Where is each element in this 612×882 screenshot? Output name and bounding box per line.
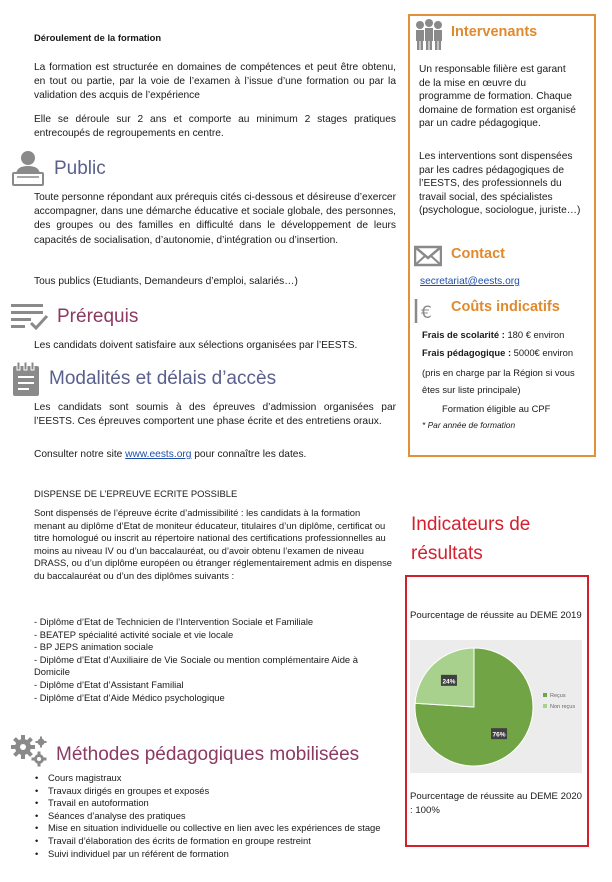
frais-peda-value: 5000€ environ [511,347,574,358]
list-item: • Travail en autoformation [32,797,394,810]
intervenants-p2: Les interventions sont dispensées par les cadres pédagogiques de l’EESTS, des professionnels du travail social, des spécialistes (psychologue, sociologue, juriste…) [419,151,581,217]
list-item: • Cours magistraux [32,772,394,785]
list-item: • Travaux dirigés en groupes et exposés [32,785,394,798]
list-item: • Séances d’analyse des pratiques [32,810,394,823]
person-icon [11,149,45,187]
legend-swatch [543,704,547,708]
legend-label: Non reçus [550,704,576,710]
list-item: • Mise en situation individuelle ou collective en lien avec les expériences de stage [32,822,394,835]
public-title: Public [54,158,106,179]
list-item: • Travail d’élaboration des écrits de formation en groupe restreint [32,835,394,848]
label-2020: Pourcentage de réussite au DEME 2020 : 100% [410,791,582,816]
cpf-note: Formation éligible au CPF [442,403,551,414]
euro-icon [414,298,438,324]
frais-peda-label: Frais pédagogique : [422,347,512,358]
methodes-title: Méthodes pédagogiques mobilisées [56,744,360,765]
dispense-item: - Diplôme d’Etat d’Auxiliaire de Vie Sociale ou mention complémentaire Aide à Domicile [34,653,358,678]
prerequis-title: Prérequis [57,306,139,327]
people-icon [414,19,444,51]
list-item: • Suivi individuel par un référent de formation [32,848,394,861]
pie-chart-panel [410,640,582,773]
prerequis-p1: Les candidats doivent satisfaire aux sélections organisées par l’EESTS. [34,340,358,351]
dispense-list [34,616,394,704]
dispense-item: - BP JEPS animation sociale [34,641,154,653]
intervenants-title: Intervenants [451,24,538,40]
dispense-item: - Diplôme d’Etat de Technicien de l’Intervention Sociale et Familiale [34,616,314,627]
gears-icon [10,733,48,767]
svg-text:76%: 76% [492,731,506,739]
pie-chart [410,640,582,773]
deroulement-p1: La formation est structurée en domaines de compétences et peut être obtenu, en tout ou partie, par la voie de l’examen à l’issue d’une formation ou par la validation des acquis de l’expérience [34,62,396,102]
dispense-item: - BEATEP spécialité activité sociale et vie locale [34,628,234,640]
dispense-intro: Sont dispensés de l’épreuve écrite d’admissibilité : les candidats à la formation menant au diplôme d’Etat de moniteur éducateur, titulaires d’un diplôme, certificat ou titre homologué ou inscrit au répertoire national des certifications professionnelles au moins au niveau IV ou d’un baccalauréat, ou d’avoir obtenu l’examen de niveau DRASS, ou d’un diplôme européen ou étranger réglementairement admis en dispense du baccalauréat ou d’un des diplômes suivants : [34,507,393,581]
dispense-item: - Diplôme d’Etat d’Assistant Familial [34,678,184,690]
modalites-p2-after: pour connaître les dates. [191,449,307,460]
modalites-p1: Les candidats sont soumis à des épreuves d’admission organisées par l’EESTS. Ces épreuves comportent une phase écrite et des entretiens oraux. [34,402,396,428]
modalites-title: Modalités et délais d’accès [49,368,277,389]
indicateurs-title: Indicateurs de résultats [411,514,531,564]
deroulement-p2: Elle se déroule sur 2 ans et comporte au minimum 2 stages pratiques entrecoupés de regroupements en centre. [34,114,396,140]
dispense-title: DISPENSE DE L’EPREUVE ECRITE POSSIBLE [34,488,238,499]
intervenants-p1: Un responsable filière est garant de la mise en œuvre du programme de formation. Chaque domaine de formation est organisé par un cadre pédagogique. [419,64,576,130]
pie-data-label [441,675,457,686]
public-p1: Toute personne répondant aux prérequis cités ci-dessous et désireuse d’exercer accompagner, dans une démarche éducative et sociale globale, des personnes, des groupes ou des familles en difficulté dans le développement de leurs capacités de socialisation, d’autonomie, d’intégration ou d’insertion. [34,192,396,246]
label-2019: Pourcentage de réussite au DEME 2019 [410,610,582,621]
eests-website-link[interactable]: www.eests.org [125,449,192,460]
svg-text:€: € [421,303,432,323]
methodes-list [32,772,394,860]
annee-note: * Par année de formation [422,420,516,430]
legend-swatch [543,693,547,697]
frais-scolarite-label: Frais de scolarité : [422,329,505,340]
envelope-icon [414,245,442,267]
legend-label: Reçus [550,693,566,699]
dispense-item: - Diplôme d’Etat d’Aide Médico psychologique [34,691,225,703]
modalites-p2 [34,448,396,462]
notepad-icon [11,361,43,397]
checklist-icon [11,302,49,330]
public-p2: Tous publics (Etudiants, Demandeurs d’emploi, salariés…) [34,276,298,287]
deroulement-title: Déroulement de la formation [34,32,162,43]
pie-data-label [491,728,507,739]
frais-pedagogique [422,346,573,359]
svg-text:24%: 24% [442,678,456,686]
couts-title: Coûts indicatifs [451,299,560,315]
contact-email-link[interactable]: secretariat@eests.org [420,276,520,287]
prise-en-charge: (pris en charge par la Région si vous êtes sur liste principale) [422,367,575,395]
contact-title: Contact [451,246,505,262]
modalites-p2-before: Consulter notre site [34,449,126,460]
frais-scolarite [422,328,564,341]
frais-scolarite-value: 180 € environ [504,329,565,340]
